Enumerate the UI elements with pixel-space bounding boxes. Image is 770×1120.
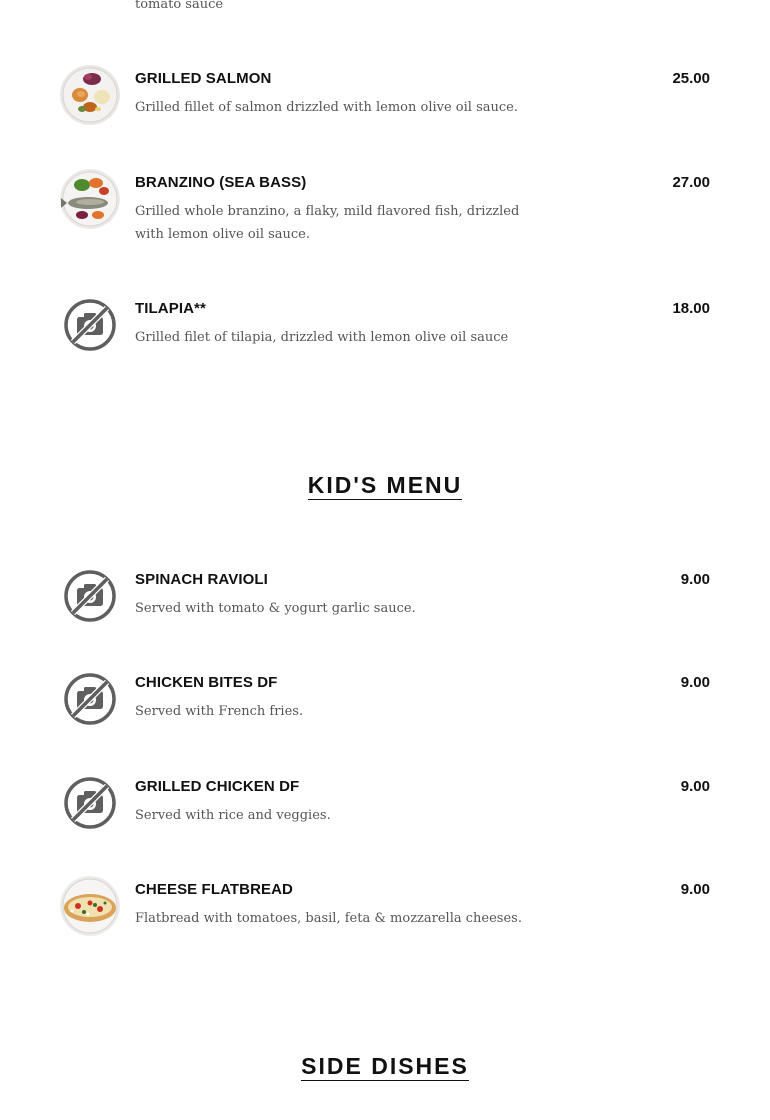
section-title-side-dishes xyxy=(0,1053,770,1081)
item-price: 9.00 xyxy=(680,778,710,795)
section-title-text: KID'S MENU xyxy=(307,472,463,498)
item-description: Served with French fries. xyxy=(135,704,304,719)
item-description: Flatbread with tomatoes, basil, feta & mozzarella cheeses. xyxy=(135,911,522,926)
item-name: CHEESE FLATBREAD xyxy=(135,881,293,898)
item-price: 27.00 xyxy=(672,174,710,191)
previous-item-description-fragment: tomato sauce xyxy=(135,0,224,12)
item-name: GRILLED SALMON xyxy=(135,70,272,87)
no-photo-icon xyxy=(60,669,120,729)
item-name: SPINACH RAVIOLI xyxy=(135,571,268,588)
section-title-text: SIDE DISHES xyxy=(301,1053,469,1079)
section-title-kids-menu xyxy=(0,472,770,500)
item-name: TILAPIA** xyxy=(135,300,206,317)
branzino-photo[interactable] xyxy=(60,169,120,229)
item-price: 9.00 xyxy=(680,674,710,691)
salmon-photo[interactable] xyxy=(60,65,120,125)
item-name: GRILLED CHICKEN DF xyxy=(135,778,300,795)
item-description: Served with rice and veggies. xyxy=(135,808,331,823)
item-price: 9.00 xyxy=(680,881,710,898)
item-description: Grilled whole branzino, a flaky, mild flavored fish, drizzled with lemon olive oil sauce. xyxy=(135,204,520,242)
item-description: Grilled filet of tilapia, drizzled with lemon olive oil sauce xyxy=(135,330,509,345)
no-photo-icon xyxy=(60,566,120,626)
item-price: 18.00 xyxy=(672,300,710,317)
item-name: BRANZINO (SEA BASS) xyxy=(135,174,307,191)
item-price: 25.00 xyxy=(672,70,710,87)
no-photo-icon xyxy=(60,773,120,833)
item-description: Served with tomato & yogurt garlic sauce. xyxy=(135,601,416,616)
item-price: 9.00 xyxy=(680,571,710,588)
item-description: Grilled fillet of salmon drizzled with lemon olive oil sauce. xyxy=(135,100,518,115)
flatbread-photo[interactable] xyxy=(60,876,120,936)
item-name: CHICKEN BITES DF xyxy=(135,674,278,691)
no-photo-icon xyxy=(60,295,120,355)
